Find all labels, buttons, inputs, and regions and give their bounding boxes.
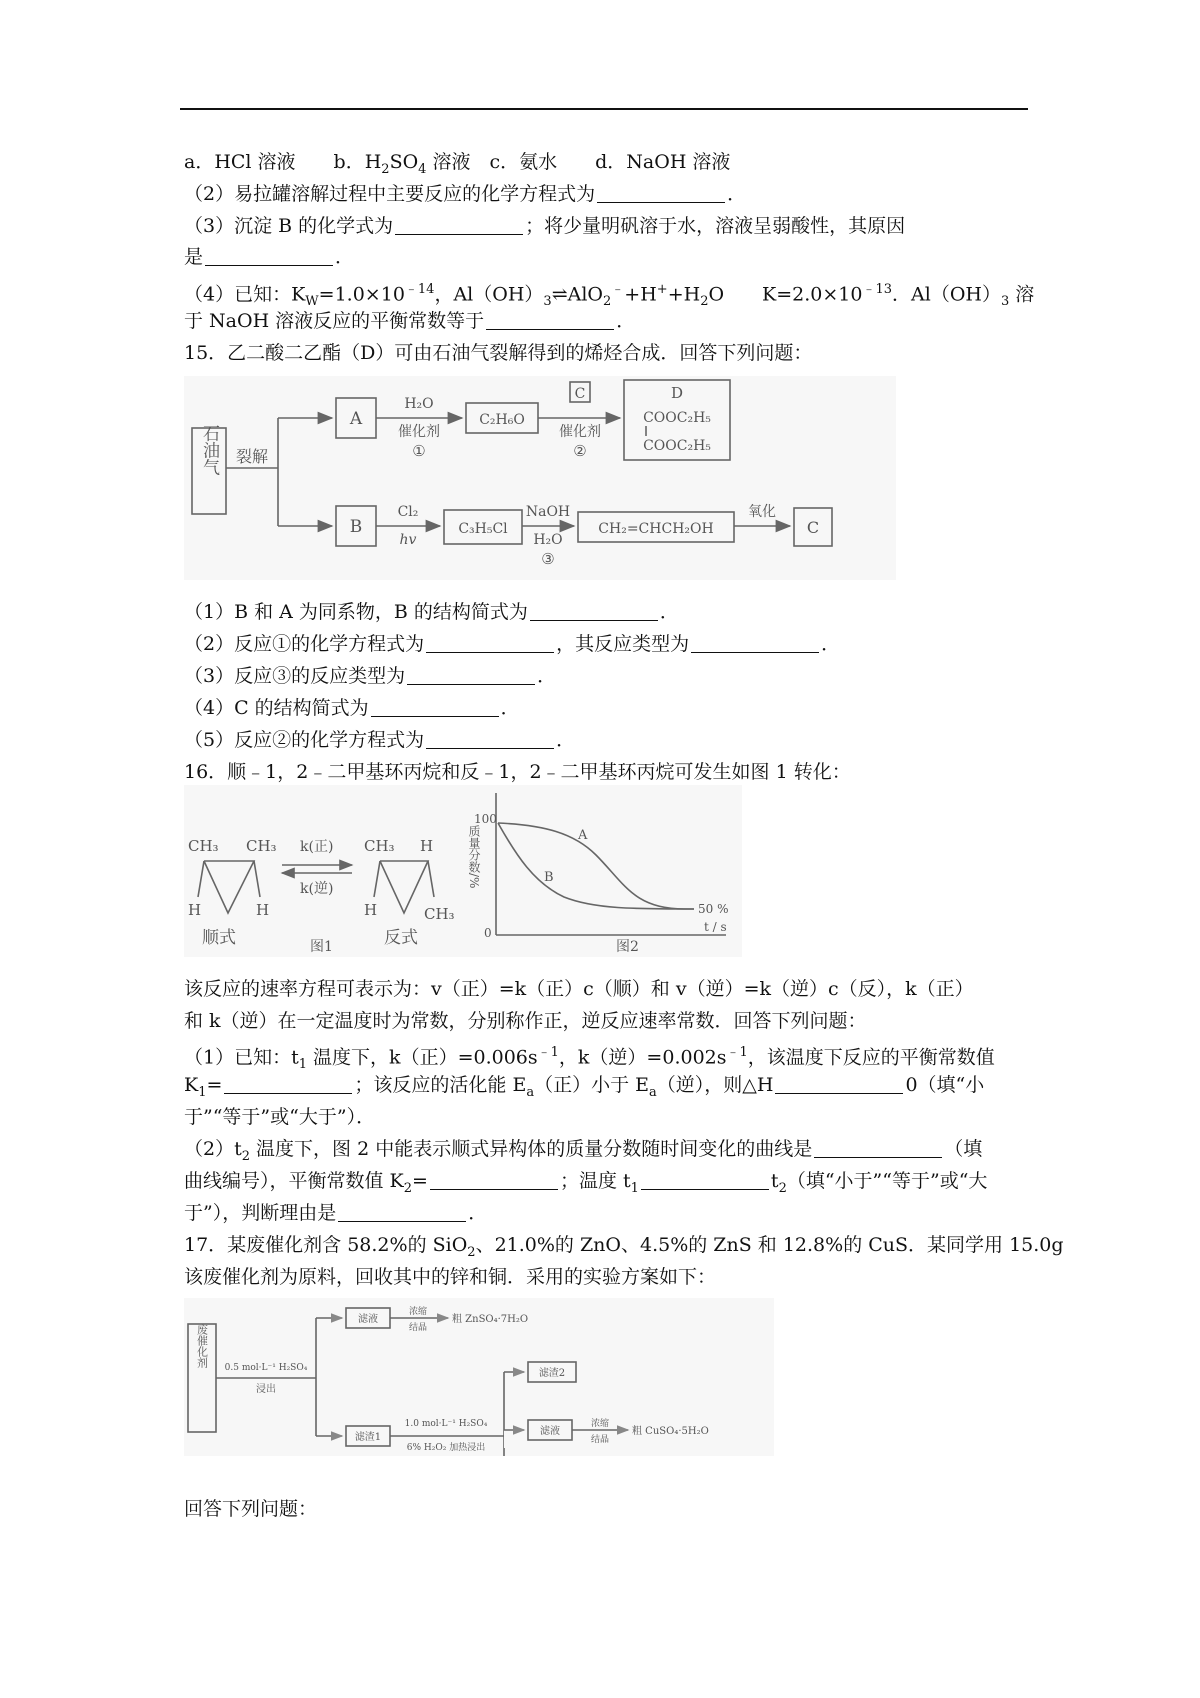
- text-run: SO: [389, 151, 419, 173]
- text-line: [184, 600, 679, 624]
- text-run: 该反应的速率方程可表示为：v（正）=k（正）c（顺）和 v（逆）=k（逆）c（反），k（正）: [184, 978, 974, 1000]
- header-rule: [180, 108, 1028, 110]
- graph-y-0: 0: [484, 926, 492, 940]
- figure-17-cu-branch: [504, 1404, 774, 1448]
- text-run: 溶液 c．氨水 d．NaOH 溶液: [426, 151, 731, 173]
- curve-B: [498, 823, 694, 909]
- answer-blank[interactable]: [486, 311, 614, 330]
- label-fig2: 图2: [616, 939, 639, 955]
- text-run: ．: [500, 697, 520, 719]
- subscript: 1: [630, 1180, 639, 1196]
- text-line: [184, 182, 746, 206]
- superscript: ﹣: [611, 282, 625, 297]
- graph-x-label: t / s: [704, 920, 727, 934]
- answer-blank[interactable]: [426, 634, 554, 653]
- figure-15-synthesis-flowchart: [184, 376, 896, 580]
- text-run: ．: [335, 246, 355, 268]
- text-run: ．: [556, 729, 576, 751]
- text-run: （正）小于 E: [534, 1074, 650, 1096]
- text-line: [184, 1009, 867, 1033]
- text-line: [184, 696, 520, 720]
- label-B: B: [349, 517, 363, 537]
- text-run: 0（填“小: [905, 1074, 985, 1096]
- answer-blank[interactable]: [338, 1203, 466, 1222]
- text-run: （1）B 和 A 为同系物，B 的结构简式为: [184, 601, 528, 623]
- text-run: ；温度 t: [559, 1170, 631, 1192]
- label-conc-1: 浓缩: [408, 1307, 428, 1317]
- subscript: a: [649, 1084, 657, 1100]
- label-step-2: ②: [573, 442, 587, 460]
- text-line: [184, 214, 905, 238]
- subscript: 3: [1000, 294, 1010, 310]
- label-filtrate-1: 滤液: [358, 1314, 378, 1325]
- cis-h-left: H: [188, 901, 202, 919]
- text-run: ，Al（OH）: [434, 283, 544, 306]
- text-run: ，该温度下反应的平衡常数值: [747, 1046, 995, 1069]
- subscript: 2: [778, 1180, 787, 1196]
- text-run: ．: [727, 183, 747, 205]
- superscript: ﹣14: [404, 282, 435, 297]
- label-d-line2: COOC₂H₅: [643, 438, 711, 454]
- text-run: =: [412, 1170, 428, 1192]
- text-line: [184, 1497, 317, 1521]
- cis-h-right: H: [256, 901, 270, 919]
- text-run: 是: [184, 246, 204, 268]
- text-run: +H: [624, 283, 657, 306]
- text-run: （1）已知：t: [184, 1046, 299, 1069]
- text-run: （填“小于”“等于”或“大: [786, 1170, 988, 1192]
- text-line: [184, 1105, 375, 1129]
- text-run: ．Al（OH）: [892, 283, 1001, 306]
- label-C-reagent: C: [574, 386, 586, 402]
- text-line: [184, 309, 635, 333]
- text-run: =: [206, 1074, 223, 1096]
- text-line: [184, 245, 354, 269]
- text-run: （逆），则△H: [656, 1074, 774, 1096]
- text-run: （2）反应①的化学方程式为: [184, 633, 425, 655]
- label-product-znso4: 粗 ZnSO₄·7H₂O: [452, 1314, 529, 1325]
- answer-blank[interactable]: [407, 666, 535, 685]
- text-line: [184, 1201, 487, 1225]
- subscript: a: [526, 1084, 535, 1100]
- label-d-line1: COOC₂H₅: [643, 410, 711, 426]
- label-k-forward: k(正): [300, 839, 334, 855]
- superscript: +: [656, 282, 668, 297]
- graph-y-100: 100: [474, 812, 497, 826]
- answer-blank[interactable]: [775, 1075, 903, 1094]
- text-line: [184, 977, 974, 1001]
- answer-blank[interactable]: [426, 730, 554, 749]
- text-run: ；该反应的活化能 E: [354, 1074, 527, 1096]
- text-run: （2）t: [184, 1138, 242, 1160]
- text-line: [184, 632, 840, 656]
- subscript: 2: [381, 161, 390, 177]
- text-run: ．: [821, 633, 841, 655]
- label-curve-B: B: [544, 870, 554, 885]
- text-run: 16．顺﹣1，2﹣二甲基环丙烷和反﹣1，2﹣二甲基环丙烷可发生如图 1 转化：: [184, 761, 851, 783]
- label-allyl-alcohol: CH₂=CHCH₂OH: [598, 521, 714, 537]
- label-leach2-acid: 1.0 mol·L⁻¹ H₂SO₄: [404, 1419, 488, 1429]
- text-run: 温度下，图 2 中能表示顺式异构体的质量分数随时间变化的曲线是: [250, 1138, 813, 1160]
- label-c2h6o: C₂H₆O: [479, 412, 525, 428]
- text-run: t: [770, 1170, 779, 1192]
- superscript: ﹣13: [862, 282, 893, 297]
- text-run: 溶: [1009, 283, 1035, 306]
- label-filtrate-2: 滤液: [540, 1426, 560, 1437]
- text-line: [184, 664, 556, 688]
- text-run: （2）易拉罐溶解过程中主要反应的化学方程式为: [184, 183, 596, 205]
- label-conc-2: 浓缩: [590, 1419, 610, 1429]
- label-product-cuso4: 粗 CuSO₄·5H₂O: [632, 1426, 709, 1437]
- text-run: 和 k（逆）在一定温度时为常数，分别称作正，逆反应速率常数．回答下列问题：: [184, 1010, 867, 1032]
- text-run: =1.0×10: [318, 283, 405, 306]
- label-waste-catalyst: 废催化剂: [195, 1324, 209, 1368]
- petroleum-gas-label: 石油气: [199, 424, 219, 476]
- label-leach1-acid: 0.5 mol·L⁻¹ H₂SO₄: [224, 1363, 308, 1373]
- label-c3h5cl: C₃H₅Cl: [458, 521, 508, 537]
- subscript: 2: [403, 1180, 413, 1196]
- label-cl2: Cl₂: [397, 504, 419, 520]
- text-run: 于”），判断理由是: [184, 1202, 337, 1224]
- label-hv: hv: [399, 532, 417, 548]
- text-run: （填: [944, 1138, 983, 1160]
- text-line: [184, 1265, 716, 1289]
- trans-h-top: H: [420, 837, 434, 855]
- cis-ring: [204, 861, 254, 913]
- label-residue-1: 滤渣1: [354, 1432, 382, 1443]
- trans-ch3-bottom: CH₃: [424, 905, 455, 923]
- text-run: ，其反应类型为: [556, 633, 690, 655]
- subscript: 2: [602, 294, 612, 310]
- text-line: [184, 1233, 1064, 1265]
- curve-A: [498, 823, 694, 909]
- text-run: 于”“等于”或“大于”）．: [184, 1106, 376, 1128]
- text-run: （4）已知：K: [184, 283, 306, 306]
- text-run: K: [184, 1074, 199, 1096]
- trans-ch3-top: CH₃: [364, 837, 395, 855]
- text-run: ⇌AlO: [551, 283, 603, 306]
- text-run: 曲线编号），平衡常数值 K: [184, 1170, 404, 1192]
- text-run: ，k（逆）=0.002s: [558, 1046, 727, 1069]
- label-leach2: 6% H₂O₂ 加热浸出: [406, 1443, 486, 1453]
- label-D: D: [670, 384, 684, 402]
- text-run: （3）反应③的反应类型为: [184, 665, 406, 687]
- label-trans: 反式: [384, 928, 418, 948]
- text-run: 温度下，k（正）=0.006s: [307, 1046, 538, 1069]
- text-line: [184, 760, 851, 784]
- label-cryst-2: 结晶: [590, 1435, 610, 1445]
- text-run: 17．某废催化剂含 58.2%的 SiO: [184, 1234, 468, 1256]
- label-catalyst-2: 催化剂: [559, 424, 601, 440]
- label-curve-A: A: [578, 828, 588, 843]
- text-run: ．: [537, 665, 557, 687]
- label-residue-2: 滤渣2: [538, 1368, 566, 1379]
- label-leach1: 浸出: [256, 1384, 276, 1395]
- text-line: [184, 1041, 995, 1077]
- text-run: a．HCl 溶液 b．H: [184, 151, 382, 173]
- text-line: [184, 341, 812, 365]
- subscript: 3: [543, 294, 552, 310]
- label-fig1: 图1: [310, 939, 333, 955]
- text-run: 、21.0%的 ZnO、4.5%的 ZnS 和 12.8%的 CuS．某同学用 15.0g: [475, 1234, 1064, 1256]
- text-run: ．: [616, 310, 636, 332]
- text-run: O K=2.0×10: [708, 283, 863, 306]
- label-oxidation: 氧化: [748, 504, 776, 520]
- subscript: 2: [467, 1244, 476, 1260]
- label-A: A: [349, 409, 363, 429]
- text-run: （5）反应②的化学方程式为: [184, 729, 425, 751]
- text-line: [184, 1169, 987, 1201]
- label-cis: 顺式: [202, 928, 236, 948]
- label-cryst-1: 结晶: [408, 1323, 428, 1333]
- text-line: [184, 1137, 982, 1169]
- text-run: ．: [468, 1202, 488, 1224]
- label-C-product: C: [806, 518, 820, 537]
- answer-blank[interactable]: [205, 247, 333, 266]
- answer-blank[interactable]: [430, 1171, 558, 1190]
- text-run: 回答下列问题：: [184, 1498, 318, 1520]
- answer-blank[interactable]: [814, 1139, 942, 1158]
- label-h2o-2: H₂O: [533, 532, 563, 548]
- text-line: [184, 150, 730, 182]
- subscript: 1: [298, 1057, 308, 1073]
- superscript: ﹣1: [537, 1045, 559, 1060]
- cis-ch3-left: CH₃: [188, 837, 219, 855]
- answer-blank[interactable]: [641, 1171, 769, 1190]
- label-k-reverse: k(逆): [300, 881, 334, 897]
- answer-blank[interactable]: [371, 698, 499, 717]
- subscript: 4: [418, 161, 427, 177]
- text-line: [184, 728, 575, 752]
- text-run: +H: [667, 283, 701, 306]
- subscript: 2: [241, 1148, 251, 1164]
- answer-blank[interactable]: [530, 602, 658, 621]
- text-line: [184, 1073, 984, 1105]
- text-run: 15．乙二酸二乙酯（D）可由石油气裂解得到的烯烃合成．回答下列问题：: [184, 342, 813, 364]
- cis-ch3-right: CH₃: [246, 837, 277, 855]
- figure-16-isomerization: [184, 785, 742, 957]
- label-naoh: NaOH: [525, 504, 571, 520]
- trans-h-bottom: H: [364, 901, 378, 919]
- subscript: W: [305, 294, 319, 310]
- label-catalyst-1: 催化剂: [398, 424, 440, 440]
- label-50pct: 50 %: [698, 902, 729, 916]
- trans-ring: [380, 861, 428, 913]
- text-run: 该废催化剂为原料，回收其中的锌和铜．采用的实验方案如下：: [184, 1266, 717, 1288]
- label-h2o-1: H₂O: [404, 396, 434, 412]
- label-crack: 裂解: [235, 447, 269, 466]
- text-run: ；将少量明矾溶于水，溶液呈弱酸性，其原因: [525, 215, 906, 237]
- subscript: 1: [198, 1084, 207, 1100]
- answer-blank[interactable]: [224, 1075, 352, 1094]
- subscript: 2: [700, 294, 709, 310]
- label-step-3: ③: [541, 550, 555, 568]
- answer-blank[interactable]: [395, 216, 523, 235]
- text-run: 于 NaOH 溶液反应的平衡常数等于: [184, 310, 485, 332]
- answer-blank[interactable]: [597, 184, 725, 203]
- graph-y-label: 质量分数/%: [467, 825, 481, 889]
- label-step-1: ①: [412, 442, 426, 460]
- text-run: （4）C 的结构简式为: [184, 697, 369, 719]
- superscript: ﹣1: [726, 1045, 748, 1060]
- answer-blank[interactable]: [691, 634, 819, 653]
- text-run: ．: [659, 601, 679, 623]
- text-run: （3）沉淀 B 的化学式为: [184, 215, 394, 237]
